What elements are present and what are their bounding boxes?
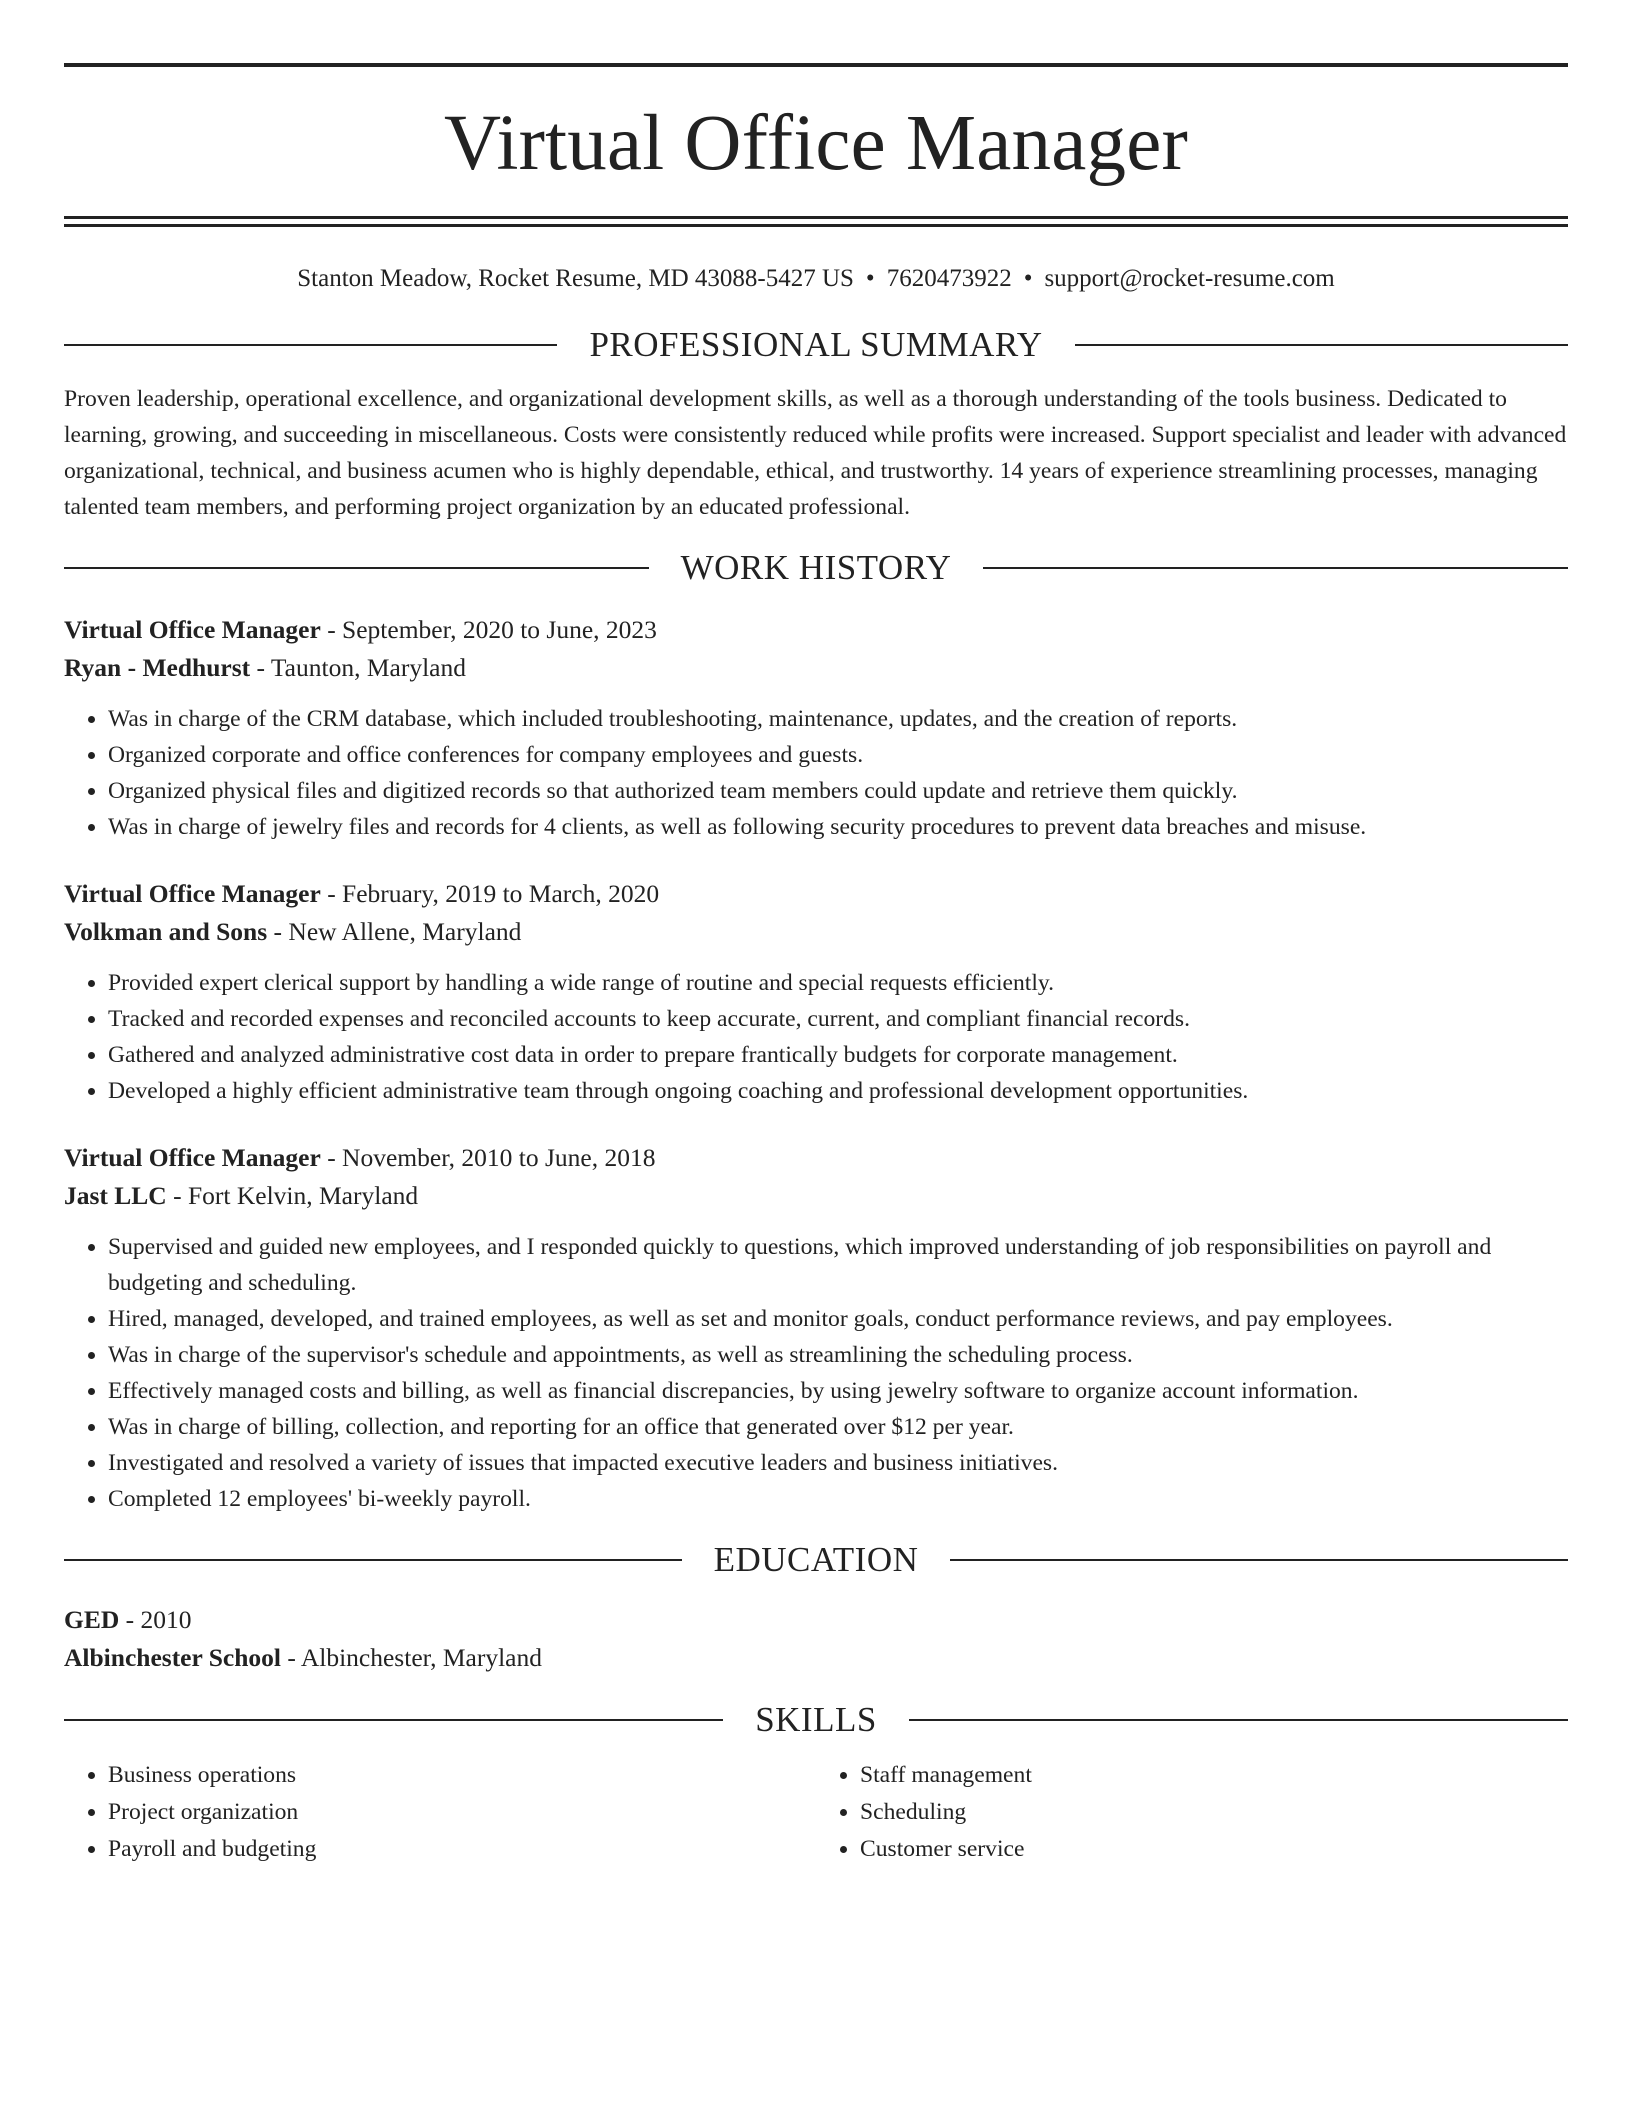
job-company-line <box>64 1177 1568 1215</box>
title-double-rule <box>64 216 1568 227</box>
heading-rule <box>64 344 557 346</box>
job-company-line <box>64 913 1568 951</box>
job-title-line <box>64 1139 1568 1177</box>
job-dates: - September, 2020 to June, 2023 <box>320 615 657 644</box>
job-company-line <box>64 649 1568 687</box>
heading-rule <box>950 1559 1568 1561</box>
contact-separator: • <box>1023 265 1033 292</box>
contact-line <box>64 264 1568 294</box>
job-location: - New Allene, Maryland <box>267 917 522 946</box>
job-bullet: • Completed 12 employees' bi-weekly payroll. <box>108 1481 1568 1517</box>
job-company: Volkman and Sons <box>64 917 268 946</box>
section-title: SKILLS <box>755 1700 877 1739</box>
job-bullet: • Tracked and recorded expenses and reconciled accounts to keep accurate, current, and compliant financial records. <box>108 1001 1568 1037</box>
summary-paragraph: Proven leadership, operational excellence, and organizational development skills, as well as a thorough understanding of the tools business. Dedicated to learning, growing, and succeeding in miscellaneous. Costs were consistently reduced while profits were increased. Support specialist and leader with advanced organizational, technical, and business acumen who is highly dependable, ethical, and trustworthy. 14 years of experience streamlining processes, managing talented team members, and performing project organization by an educated professional. <box>64 386 1567 520</box>
job-bullet: • Hired, managed, developed, and trained employees, as well as set and monitor goals, conduct performance reviews, and pay employees. <box>108 1301 1568 1337</box>
skill-item: • Project organization <box>108 1794 816 1831</box>
job-bullets <box>64 1229 1568 1517</box>
heading-rule <box>983 567 1568 569</box>
skill-item: • Business operations <box>108 1757 816 1794</box>
skill-item: • Staff management <box>860 1757 1568 1794</box>
resume-title: Virtual Office Manager <box>444 100 1188 187</box>
education-degree-line <box>64 1601 1568 1639</box>
education-degree: GED <box>64 1605 120 1634</box>
job-entry <box>64 875 1568 1109</box>
heading-rule <box>64 567 649 569</box>
job-bullet: • Was in charge of billing, collection, and reporting for an office that generated over $12 per year. <box>108 1409 1568 1445</box>
job-dates: - November, 2010 to June, 2018 <box>320 1143 656 1172</box>
job-entry <box>64 1139 1568 1517</box>
heading-rule <box>64 1559 682 1561</box>
job-bullet: • Provided expert clerical support by handling a wide range of routine and special requests efficiently. <box>108 965 1568 1001</box>
section-heading-summary <box>64 324 1568 366</box>
job-location: - Taunton, Maryland <box>250 653 466 682</box>
job-bullet: • Investigated and resolved a variety of issues that impacted executive leaders and business initiatives. <box>108 1445 1568 1481</box>
heading-rule <box>64 1719 723 1721</box>
section-title: WORK HISTORY <box>680 548 952 587</box>
heading-rule <box>909 1719 1568 1721</box>
job-bullet: • Was in charge of the CRM database, which included troubleshooting, maintenance, updates, and the creation of reports. <box>108 701 1568 737</box>
contact-address: Stanton Meadow, Rocket Resume, MD 43088-5427 US <box>297 265 854 292</box>
section-heading-work <box>64 547 1568 589</box>
section-heading-education <box>64 1539 1568 1581</box>
skill-item: • Customer service <box>860 1831 1568 1868</box>
skills-column-right <box>816 1757 1568 1868</box>
education-entry <box>64 1601 1568 1677</box>
education-location: - Albinchester, Maryland <box>281 1643 542 1672</box>
skills-column-left <box>64 1757 816 1868</box>
job-title: Virtual Office Manager <box>64 615 321 644</box>
job-title: Virtual Office Manager <box>64 1143 321 1172</box>
job-bullets <box>64 701 1568 845</box>
job-company: Jast LLC <box>64 1181 167 1210</box>
contact-email: support@rocket-resume.com <box>1044 265 1335 292</box>
job-company: Ryan - Medhurst <box>64 653 251 682</box>
job-bullet: • Effectively managed costs and billing, as well as financial discrepancies, by using jewelry software to organize account information. <box>108 1373 1568 1409</box>
skill-item: • Payroll and budgeting <box>108 1831 816 1868</box>
job-title-line <box>64 611 1568 649</box>
job-bullet: • Organized physical files and digitized records so that authorized team members could update and retrieve them quickly. <box>108 773 1568 809</box>
job-bullet: • Was in charge of the supervisor's schedule and appointments, as well as streamlining the scheduling process. <box>108 1337 1568 1373</box>
job-bullets <box>64 965 1568 1109</box>
job-bullet: • Gathered and analyzed administrative cost data in order to prepare frantically budgets for corporate management. <box>108 1037 1568 1073</box>
job-bullet: • Organized corporate and office conferences for company employees and guests. <box>108 737 1568 773</box>
skill-item: • Scheduling <box>860 1794 1568 1831</box>
job-bullet: • Developed a highly efficient administrative team through ongoing coaching and professional development opportunities. <box>108 1073 1568 1109</box>
job-bullet: • Supervised and guided new employees, and I responded quickly to questions, which improved understanding of job responsibilities on payroll and budgeting and scheduling. <box>108 1229 1568 1301</box>
contact-separator: • <box>865 265 875 292</box>
job-title-line <box>64 875 1568 913</box>
education-year: - 2010 <box>119 1605 192 1634</box>
section-title: PROFESSIONAL SUMMARY <box>589 325 1043 364</box>
section-heading-skills <box>64 1699 1568 1741</box>
contact-phone: 7620473922 <box>886 265 1012 292</box>
job-location: - Fort Kelvin, Maryland <box>166 1181 419 1210</box>
job-dates: - February, 2019 to March, 2020 <box>320 879 660 908</box>
heading-rule <box>1075 344 1568 346</box>
top-rule <box>64 63 1568 67</box>
section-title: EDUCATION <box>713 1540 919 1579</box>
job-title: Virtual Office Manager <box>64 879 321 908</box>
education-school-line <box>64 1639 1568 1677</box>
job-entry <box>64 611 1568 845</box>
skills-list <box>64 1757 1568 1868</box>
education-school: Albinchester School <box>64 1643 281 1672</box>
job-bullet: • Was in charge of jewelry files and records for 4 clients, as well as following security procedures to prevent data breaches and misuse. <box>108 809 1568 845</box>
